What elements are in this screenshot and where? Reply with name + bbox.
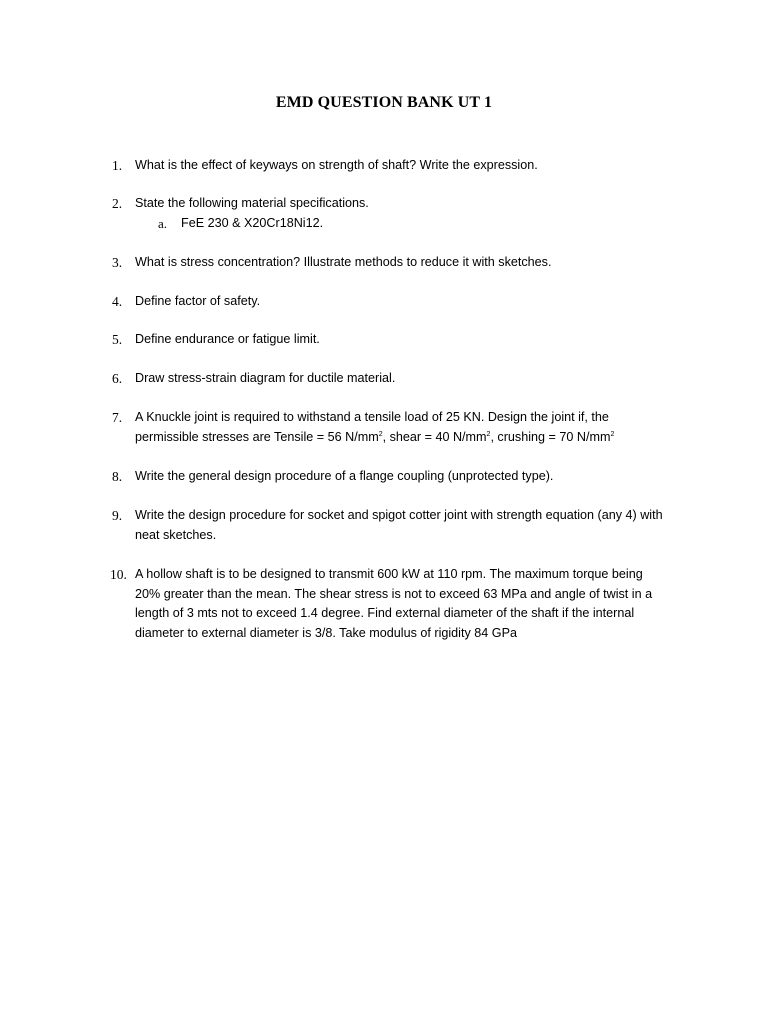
question-line: A hollow shaft is to be designed to transmit 600 kW at 110 rpm. The maximum torque being [135,567,643,581]
page-title: EMD QUESTION BANK UT 1 [275,94,493,111]
question-line: 20% greater than the mean. The shear stress is not to exceed 63 MPa and angle of twist in a [135,586,653,601]
sub-item-label: a. [158,215,168,231]
question-text [135,506,685,545]
question-line-part: permissible stresses are Tensile = 56 N/mm [135,429,379,444]
question-line: neat sketches. [135,527,217,542]
question-line [135,428,685,448]
question-number: 6. [112,371,123,386]
question-number: 3. [112,255,123,270]
question-line: A Knuckle joint is required to withstand a tensile load of 25 KN. Design the joint if, the [135,410,609,424]
question-line-part: , crushing = 70 N/mm [490,429,611,444]
question-text: State the following material specifications. [135,196,369,210]
question-text [135,408,685,447]
question-text: What is the effect of keyways on strength of shaft? Write the expression. [135,158,538,172]
question-text: Define factor of safety. [135,294,261,308]
question-line: length of 3 mts not to exceed 1.4 degree. Find external diameter of the shaft if the internal [135,606,635,620]
question-text [135,565,685,643]
question-number: 7. [112,410,123,425]
question-line-part: , shear = 40 N/mm [382,429,487,444]
sub-item-text: FeE 230 & X20Cr18Ni12. [181,215,324,230]
question-text: Define endurance or fatigue limit. [135,332,320,346]
superscript: 2 [378,430,383,438]
question-number: 9. [112,508,123,523]
question-text: What is stress concentration? Illustrate methods to reduce it with sketches. [135,255,552,269]
question-number: 4. [112,294,123,309]
superscript: 2 [486,430,491,438]
superscript: 2 [610,430,615,438]
question-line: Write the design procedure for socket and spigot cotter joint with strength equation (any 4) with [135,508,663,522]
question-text: Write the general design procedure of a flange coupling (unprotected type). [135,469,554,483]
question-number: 8. [112,469,123,484]
question-number: 2. [112,196,123,211]
question-line: diameter to external diameter is 3/8. Take modulus of rigidity 84 GPa [135,625,517,640]
question-number: 1. [112,158,123,173]
question-number: 10. [110,567,127,582]
question-text: Draw stress-strain diagram for ductile material. [135,371,396,385]
question-number: 5. [112,332,123,347]
